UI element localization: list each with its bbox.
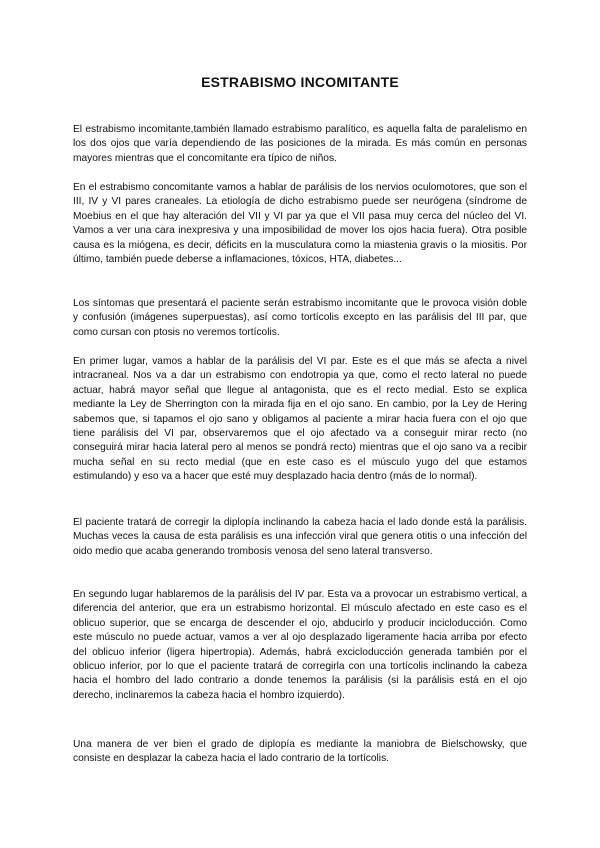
paragraph-diplopia-correction: El paciente tratará de corregir la diplopía inclinando la cabeza hacia el lado donde está la parálisis. Muchas veces la causa de esta parálisis es una infección viral que genera otitis o una infección del oido medio que acaba generando trombosis venosa del seno lateral transverso. (73, 517, 527, 557)
document-title: ESTRABISMO INCOMITANTE (201, 74, 399, 90)
paragraph-iv-nerve-palsy: En segundo lugar hablaremos de la parálisis del IV par. Esta va a provocar un estrabismo vertical, a diferencia del anterior, que era un estrabismo horizontal. El músculo afectado en este caso es el oblicuo superior, que se encarga de descender el ojo, abducirlo y producir incicloducción. Como este músculo no puede actuar, vamos a ver al ojo desplazado ligeramente hacia arriba por efecto del oblicuo inferior (ligera hipertropia). Además, habrá excicloducción generada también por el oblicuo inferior, por lo que el paciente tratará de corregirla con una tortícolis inclinando la cabeza hacia el hombro del lado contrario a donde tenemos la parálisis (si la parálisis está en el ojo derecho, inclinaremos la cabeza hacia el hombro izquierdo). (73, 589, 527, 701)
paragraph-definition: El estrabismo incomitante,también llamado estrabismo paralítico, es aquella falta de paralelismo en los dos ojos que varía dependiendo de las posiciones de la mirada. Es más común en personas mayores mientras que el concomitante era típico de niños. (73, 124, 527, 164)
paragraph-etiology: En el estrabismo concomitante vamos a hablar de parálisis de los nervios oculomotores, que son el III, IV y VI pares craneales. La etiología de dicho estrabismo puede ser neurógena (síndrome de Moebius en el que hay alteración del VII y VI par ya que el VII pasa muy cerca del núcleo del VI. Vamos a ver una cara inexpresiva y una imposibilidad de mover los ojos hacia fuera). Otra posible causa es la miógena, es decir, déficits en la musculatura como la miastenia gravis o la miositis. Por último, también puede deberse a inflamaciones, tóxicos, HTA, diabetes... (73, 182, 527, 266)
paragraph-vi-nerve-palsy: En primer lugar, vamos a hablar de la parálisis del VI par. Este es el que más se afecta a nivel intracraneal. Nos va a dar un estrabismo con endotropia ya que, como el recto lateral no puede actuar, habrá mayor señal que llegue al antagonista, que es el recto medial. Esto se explica mediante la Ley de Sherrington con la mirada fija en el ojo sano. En cambio, por la Ley de Hering sabemos que, si tapamos el ojo sano y obligamos al paciente a mirar hacia fuera con el ojo que tiene parálisis del VI par, observaremos que el ojo afectado va a conseguir mirar recto (no conseguirá mirar hacia lateral pero al menos se pondrá recto) mientras que el ojo sano va a recibir mucha señal en su recto medial (que en este caso es el músculo yugo del que estamos estimulando) y eso va a hacer que esté muy desplazado hacia dentro (más de lo normal). (73, 356, 527, 483)
paragraph-symptoms: Los síntomas que presentará el paciente serán estrabismo incomitante que le provoca visión doble y confusión (imágenes superpuestas), así como tortícolis excepto en las parálisis del III par, que como cursan con ptosis no veremos tortícolis. (73, 298, 527, 338)
paragraph-bielschowsky: Una manera de ver bien el grado de diplopía es mediante la maniobra de Bielschowsky, que consiste en desplazar la cabeza hacia el lado contrario de la tortícolis. (73, 739, 527, 765)
